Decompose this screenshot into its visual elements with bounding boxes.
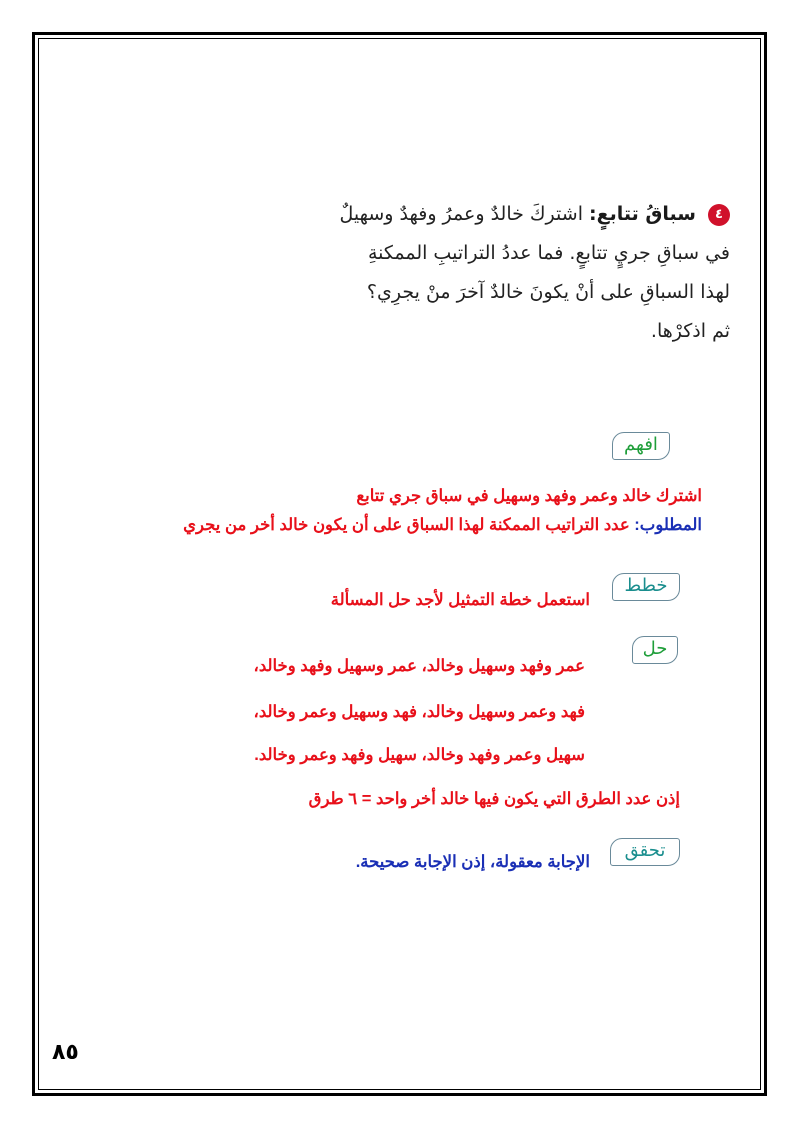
check-tag: تحقق [610,838,680,866]
solution-row-2: فهد وعمر وسهيل وخالد، فهد وسهيل وعمر وخالد، [253,703,585,721]
solution-row-3: سهيل وعمر وفهد وخالد، سهيل وفهد وعمر وخالد. [254,746,585,764]
understand-tag: افهم [612,432,670,460]
understand-given: اشترك خالد وعمر وفهد وسهيل في سباق جري تتابع [356,487,702,505]
required-label: المطلوب: [634,516,702,534]
page-number: ٨٥ [52,1040,79,1065]
check-text: الإجابة معقولة، إذن الإجابة صحيحة. [355,853,590,871]
problem-statement [310,195,730,351]
problem-line-1: اشتركَ خالدٌ وعمرُ وفهدٌ وسهيلٌ [339,203,583,225]
solve-tag: حل [632,636,678,664]
plan-text: استعمل خطة التمثيل لأجد حل المسألة [330,591,590,609]
understand-required [183,515,702,535]
problem-number-badge: ٤ [708,204,730,226]
required-text: عدد التراتيب الممكنة لهذا السباق على أن يكون خالد أخر من يجري [183,516,630,534]
plan-tag: خطط [612,573,680,601]
problem-line-2: في سباقِ جريٍ تتابعٍ. فما عددُ التراتيبِ الممكنةِ [367,242,730,264]
solution-row-1: عمر وفهد وسهيل وخالد، عمر وسهيل وفهد وخالد، [253,657,585,675]
problem-line-3: لهذا السباقِ على أنْ يكونَ خالدٌ آخرَ منْ يجرِي؟ [366,281,730,303]
problem-line-4: ثم اذكرْها. [650,320,730,342]
problem-title: سباقُ تتابعٍ: [589,203,696,225]
solution-conclusion: إذن عدد الطرق التي يكون فيها خالد أخر واحد = ٦ طرق [308,790,680,808]
